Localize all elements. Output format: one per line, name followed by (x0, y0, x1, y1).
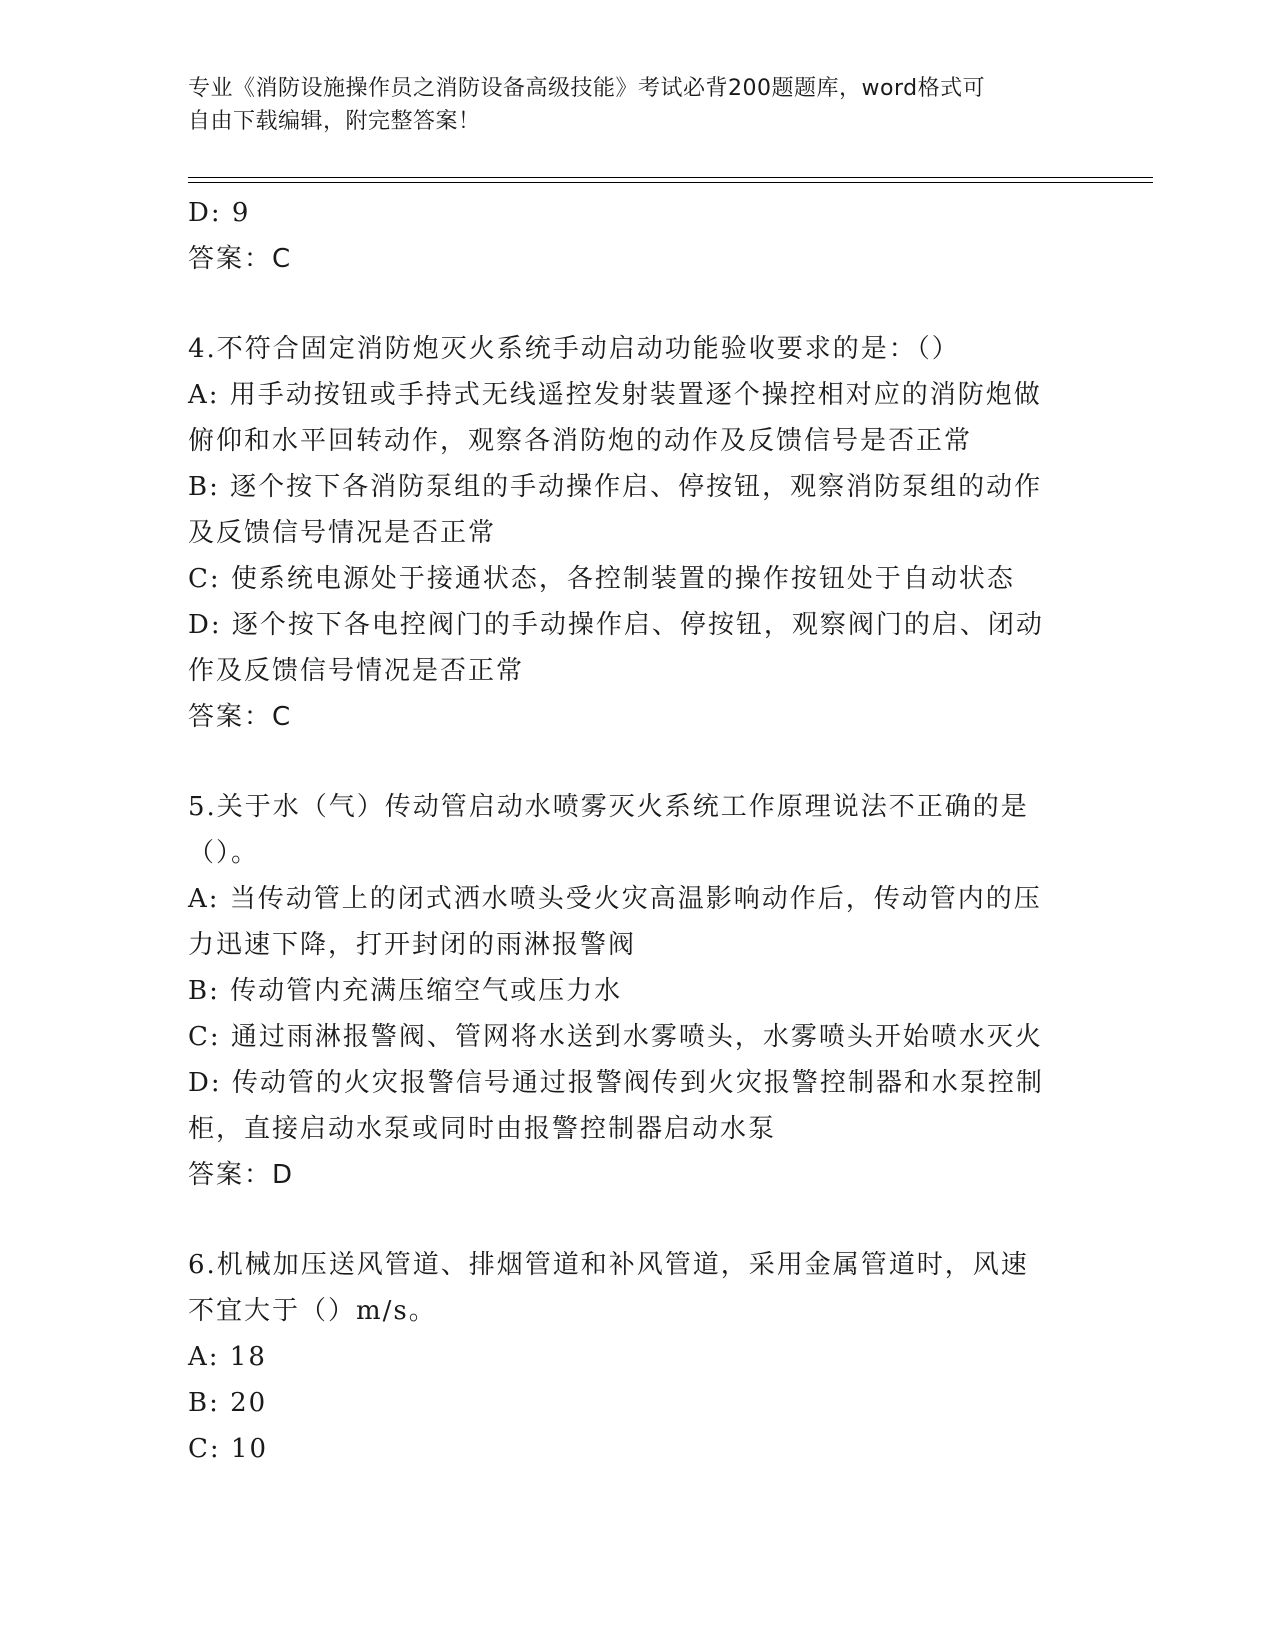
option-c: C: 通过雨淋报警阀、管网将水送到水雾喷头，水雾喷头开始喷水灭火 (188, 1022, 1043, 1052)
option-a: A: 18 (188, 1342, 267, 1372)
question-stem-cont: 不宜大于（）m/s。 (188, 1296, 437, 1326)
question-stem: 5.关于水（气）传动管启动水喷雾灭火系统工作原理说法不正确的是 (188, 792, 1029, 822)
header-divider-bottom (188, 182, 1153, 183)
document-body (188, 190, 1088, 1472)
option-c: C: 使系统电源处于接通状态，各控制装置的操作按钮处于自动状态 (188, 564, 1015, 594)
option-d: D: 9 (188, 198, 251, 228)
option-d-cont: 柜，直接启动水泵或同时由报警控制器启动水泵 (188, 1114, 777, 1144)
option-d-cont: 作及反馈信号情况是否正常 (188, 656, 525, 686)
option-c: C: 10 (188, 1434, 269, 1464)
header-line-2: 自由下载编辑，附完整答案！ (188, 109, 481, 134)
option-a: A: 当传动管上的闭式洒水喷头受火灾高温影响动作后，传动管内的压 (188, 884, 1042, 914)
question-stem: 4.不符合固定消防炮灭火系统手动启动功能验收要求的是：（） (188, 334, 960, 364)
answer: 答案：D (188, 1160, 295, 1190)
option-b: B: 逐个按下各消防泵组的手动操作启、停按钮，观察消防泵组的动作 (188, 472, 1043, 502)
document-header (188, 72, 1088, 138)
header-divider-top (188, 177, 1153, 178)
question-stem-cont: （）。 (188, 838, 260, 868)
question-stem: 6.机械加压送风管道、排烟管道和补风管道，采用金属管道时，风速 (188, 1250, 1029, 1280)
option-a-cont: 力迅速下降，打开封闭的雨淋报警阀 (188, 930, 637, 960)
option-b: B: 传动管内充满压缩空气或压力水 (188, 976, 623, 1006)
header-line-1: 专业《消防设施操作员之消防设备高级技能》考试必背200题题库，word格式可 (188, 76, 986, 101)
option-b-cont: 及反馈信号情况是否正常 (188, 518, 497, 548)
question-4 (188, 326, 1088, 740)
question-6 (188, 1242, 1088, 1472)
previous-question-tail (188, 190, 1088, 282)
option-d: D: 逐个按下各电控阀门的手动操作启、停按钮，观察阀门的启、闭动 (188, 610, 1044, 640)
option-b: B: 20 (188, 1388, 268, 1418)
question-5 (188, 784, 1088, 1198)
option-a-cont: 俯仰和水平回转动作，观察各消防炮的动作及反馈信号是否正常 (188, 426, 973, 456)
answer: 答案：C (188, 702, 293, 732)
answer: 答案：C (188, 244, 293, 274)
option-d: D: 传动管的火灾报警信号通过报警阀传到火灾报警控制器和水泵控制 (188, 1068, 1044, 1098)
option-a: A: 用手动按钮或手持式无线遥控发射装置逐个操控相对应的消防炮做 (188, 380, 1042, 410)
